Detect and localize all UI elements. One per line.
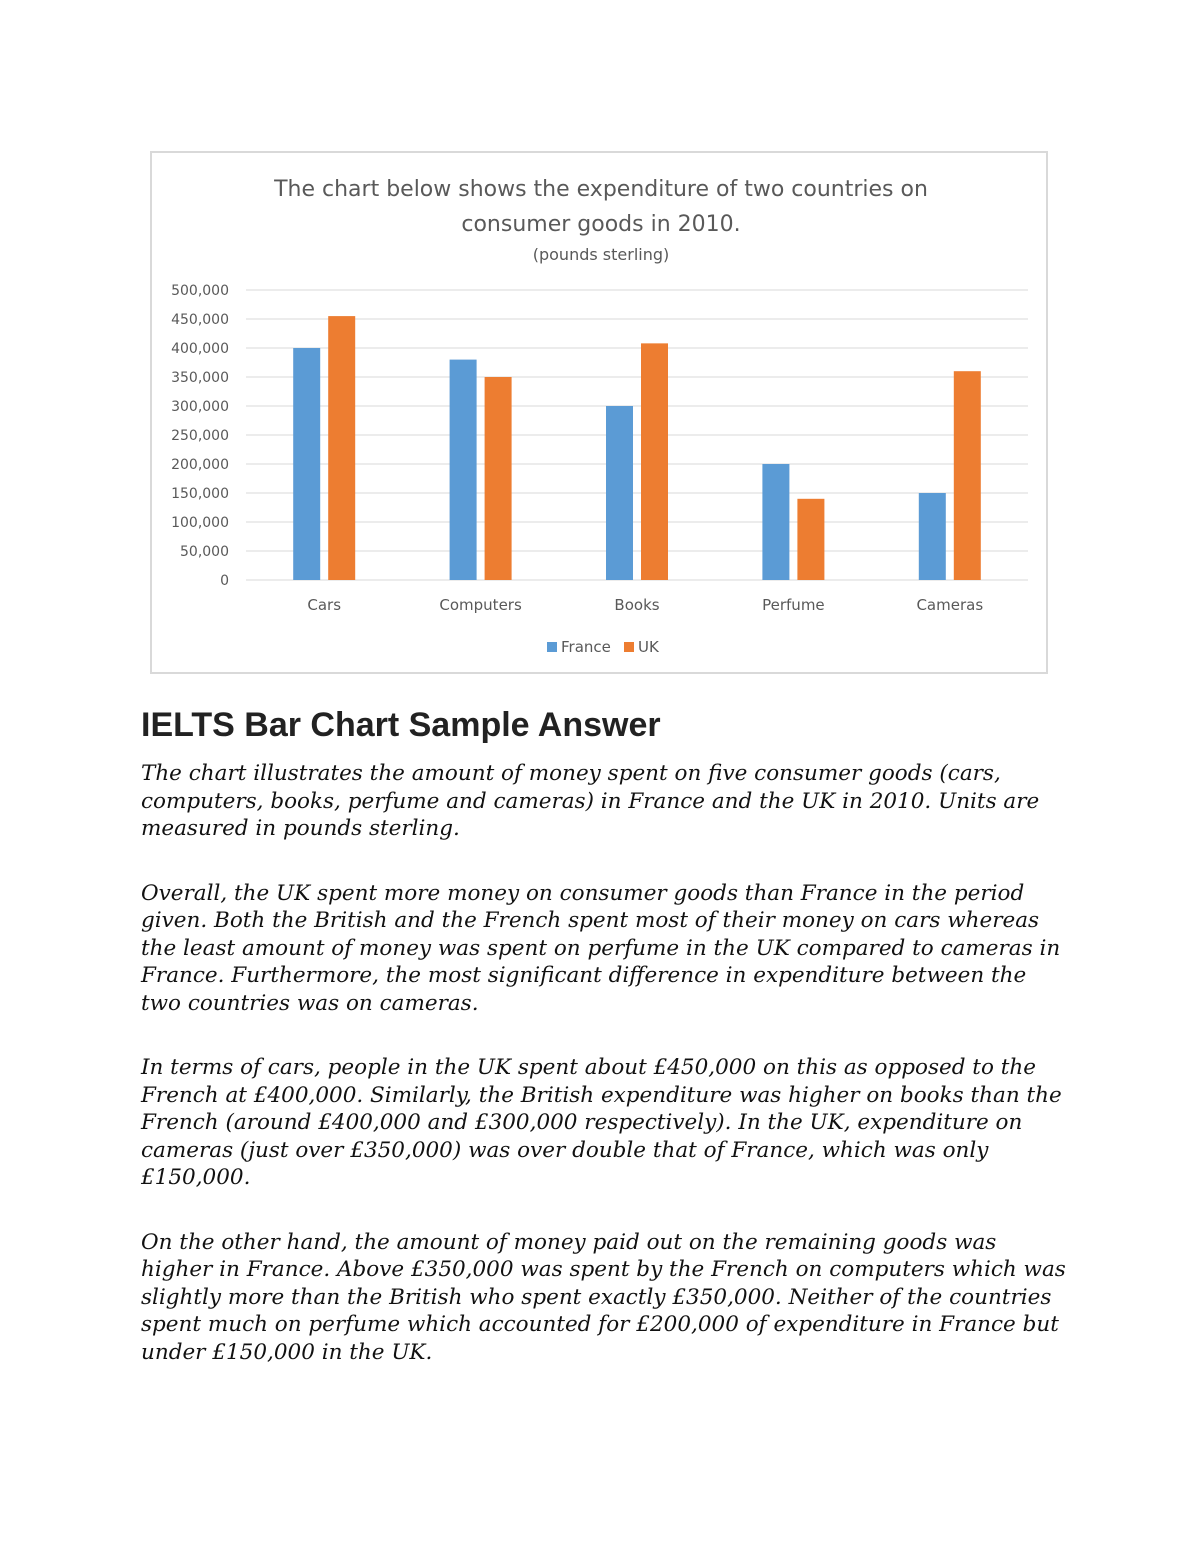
- chart-title-line-1: The chart below shows the expenditure of two countries on: [274, 177, 928, 202]
- category-label: Cameras: [916, 596, 984, 614]
- answer-paragraph-4: On the other hand, the amount of money paid out on the remaining goods was higher in France. Above £350,000 was spent by the French on computers which was slightly more than the British who spent exactly £350,000. Neither of the countries spent much on perfume which accounted for £200,000 of expenditure in France but under £150,000 in the UK.: [141, 1229, 1066, 1365]
- y-tick-label: 450,000: [171, 312, 229, 328]
- bar-france-cameras: [919, 493, 946, 580]
- answer-paragraph-3: In terms of cars, people in the UK spent about £450,000 on this as opposed to the French at £400,000. Similarly, the British expenditure was higher on books than the French (around £400,000 and £300,000 respectively). In the UK, expenditure on cameras (just over £350,000) was over double that of France, which was only £150,000.: [141, 1055, 1062, 1190]
- y-tick-label: 250,000: [171, 428, 229, 444]
- legend-swatch-france: [547, 642, 557, 652]
- category-label: Cars: [307, 596, 342, 614]
- bar-uk-cameras: [954, 371, 981, 580]
- page-heading: IELTS Bar Chart Sample Answer: [141, 706, 661, 744]
- y-axis-ticks: [171, 283, 229, 589]
- answer-paragraph-1: The chart illustrates the amount of money spent on five consumer goods (cars, computers, books, perfume and cameras) in France and the UK in 2010. Units are measured in pounds sterling.: [141, 761, 1040, 841]
- bar-uk-computers: [485, 377, 512, 580]
- chart-title-line-2: consumer goods in 2010.: [461, 212, 741, 237]
- y-tick-label: 0: [220, 573, 229, 589]
- bar-france-cars: [293, 348, 320, 580]
- y-tick-label: 500,000: [171, 283, 229, 299]
- legend-label-uk: UK: [638, 638, 659, 656]
- category-label: Computers: [439, 596, 522, 614]
- bar-france-perfume: [762, 464, 789, 580]
- y-tick-label: 100,000: [171, 515, 229, 531]
- gridlines: [246, 290, 1028, 580]
- bar-chart: [152, 153, 1050, 676]
- category-label: Books: [614, 596, 660, 614]
- bars: [293, 316, 981, 580]
- y-tick-label: 350,000: [171, 370, 229, 386]
- y-tick-label: 150,000: [171, 486, 229, 502]
- bar-uk-perfume: [797, 499, 824, 580]
- bar-uk-cars: [328, 316, 355, 580]
- legend-label-france: France: [561, 638, 611, 656]
- y-tick-label: 200,000: [171, 457, 229, 473]
- chart-subtitle: (pounds sterling): [532, 245, 670, 264]
- bar-france-books: [606, 406, 633, 580]
- chart-container: [150, 151, 1048, 674]
- x-axis-categories: [307, 596, 983, 614]
- y-tick-label: 300,000: [171, 399, 229, 415]
- legend: [547, 638, 660, 656]
- sample-answer: [141, 760, 1066, 1403]
- answer-paragraph-2: Overall, the UK spent more money on consumer goods than France in the period given. Both the British and the French spent most of their money on cars whereas the least amount of money was spent on perfume in the UK compared to cameras in France. Furthermore, the most significant difference in expenditure between the two countries was on cameras.: [141, 880, 1061, 1016]
- legend-swatch-uk: [624, 642, 634, 652]
- y-tick-label: 400,000: [171, 341, 229, 357]
- y-tick-label: 50,000: [180, 544, 229, 560]
- bar-france-computers: [450, 360, 477, 580]
- bar-uk-books: [641, 343, 668, 580]
- category-label: Perfume: [762, 596, 825, 614]
